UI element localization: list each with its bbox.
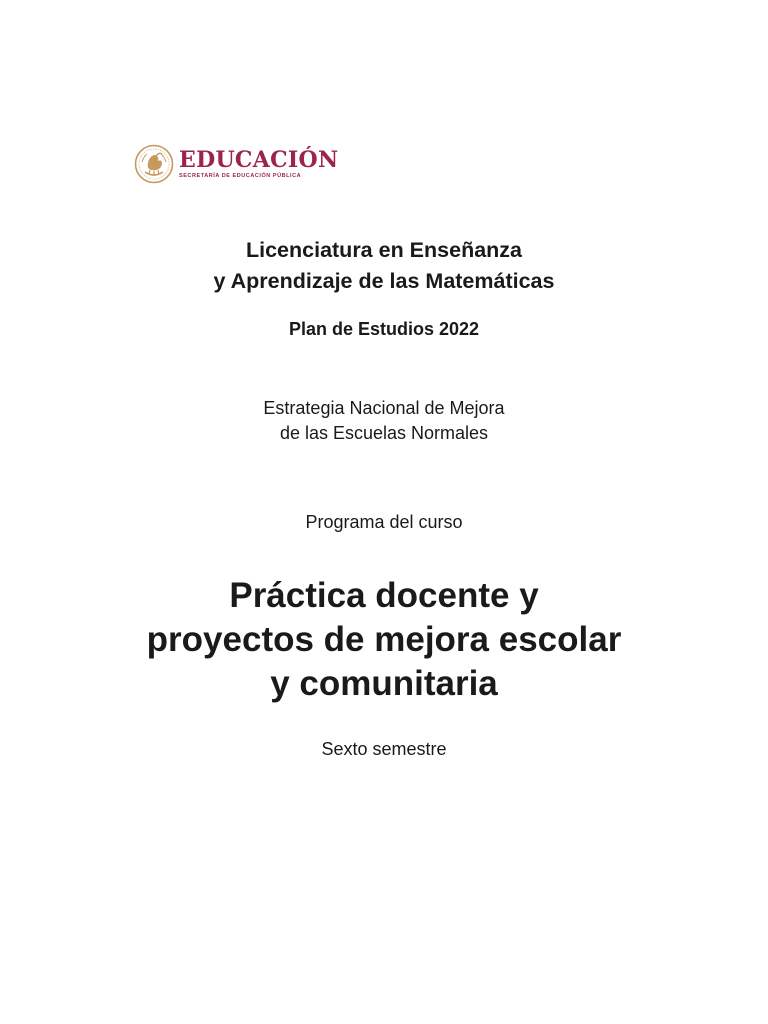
course-title-line-2: proyectos de mejora escolar bbox=[146, 620, 622, 659]
sep-logo bbox=[134, 142, 338, 186]
strategy-label bbox=[0, 396, 768, 446]
semester-label: Sexto semestre bbox=[321, 739, 447, 759]
strategy-line-2: de las Escuelas Normales bbox=[279, 423, 489, 443]
course-title-line-1: Práctica docente y bbox=[229, 576, 539, 615]
degree-line-2: y Aprendizaje de las Matemáticas bbox=[213, 269, 555, 293]
logo-subtitle: SECRETARÍA DE EDUCACIÓN PÚBLICA bbox=[179, 173, 302, 179]
logo-text bbox=[179, 148, 338, 180]
course-title bbox=[0, 574, 768, 706]
logo-word: EDUCACIÓN bbox=[179, 147, 339, 173]
degree-title bbox=[0, 235, 768, 297]
mexican-coat-of-arms-icon bbox=[134, 142, 174, 186]
plan-label: Plan de Estudios 2022 bbox=[288, 319, 480, 339]
degree-line-1: Licenciatura en Enseñanza bbox=[245, 238, 522, 262]
program-label: Programa del curso bbox=[305, 512, 463, 532]
strategy-line-1: Estrategia Nacional de Mejora bbox=[263, 398, 505, 418]
course-title-line-3: y comunitaria bbox=[270, 664, 498, 703]
